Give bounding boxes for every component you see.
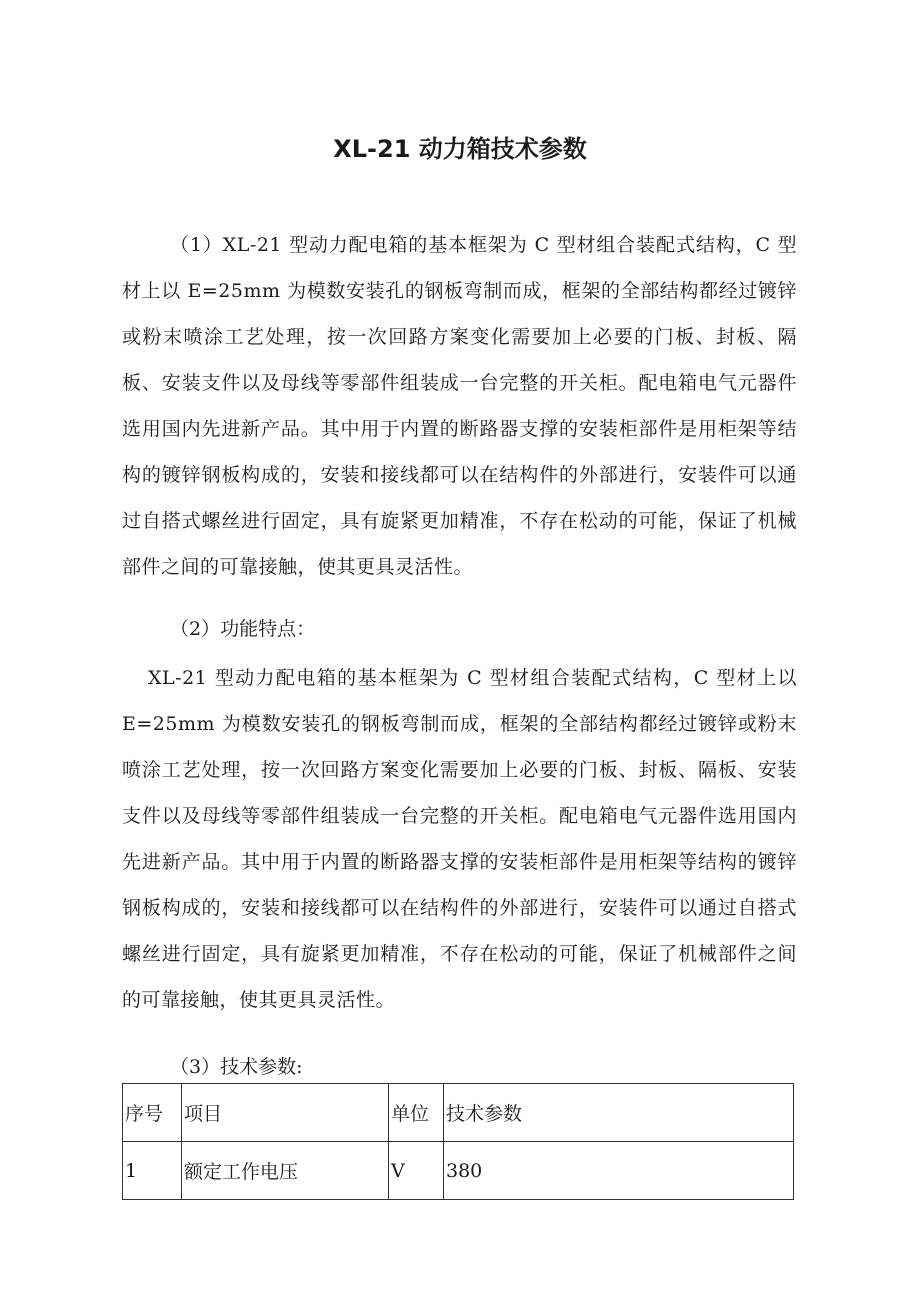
paragraph-features: XL-21 型动力配电箱的基本框架为 C 型材组合装配式结构，C 型材上以 E=25mm 为模数安装孔的钢板弯制而成，框架的全部结构都经过镀锌或粉末喷涂工艺处理，按一次回路方案变化需要加上必要的门板、封板、隔板、安装支件以及母线等零部件组装成一台完整的开关柜。配电箱电气元器件选用国内先进新产品。其中用于内置的断路器支撑的安装柜部件是用柜架等结构的镀锌钢板构成的，安装和接线都可以在结构件的外部进行，安装件可以通过自搭式螺丝进行固定，具有旋紧更加精准，不存在松动的可能，保证了机械部件之间的可靠接触，使其更具灵活性。	[122, 667, 797, 1011]
paragraph-intro: （1）XL-21 型动力配电箱的基本框架为 C 型材组合装配式结构，C 型材上以 E=25mm 为模数安装孔的钢板弯制而成，框架的全部结构都经过镀锌或粉末喷涂工艺处理，按一次回路方案变化需要加上必要的门板、封板、隔板、安装支件以及母线等零部件组装成一台完整的开关柜。配电箱电气元器件选用国内先进新产品。其中用于内置的断路器支撑的安装柜部件是用柜架等结构的镀锌钢板构成的，安装和接线都可以在结构件的外部进行，安装件可以通过自搭式螺丝进行固定，具有旋紧更加精准，不存在松动的可能，保证了机械部件之间的可靠接触，使其更具灵活性。	[122, 234, 797, 578]
header-cell-value: 技术参数	[444, 1084, 794, 1142]
section-heading-params: （3）技术参数:	[170, 1056, 303, 1078]
cell-index: 1	[123, 1142, 182, 1200]
table-header-row	[123, 1084, 794, 1142]
cell-value: 380	[444, 1142, 794, 1200]
cell-item: 额定工作电压	[182, 1142, 389, 1200]
cell-unit: V	[389, 1142, 444, 1200]
document-title: XL-21 动力箱技术参数	[333, 135, 587, 163]
header-cell-index: 序号	[123, 1084, 182, 1142]
header-cell-item: 项目	[182, 1084, 389, 1142]
params-table	[122, 1083, 794, 1200]
table-row	[123, 1142, 794, 1200]
header-cell-unit: 单位	[389, 1084, 444, 1142]
section-heading-features: （2）功能特点：	[170, 618, 316, 640]
